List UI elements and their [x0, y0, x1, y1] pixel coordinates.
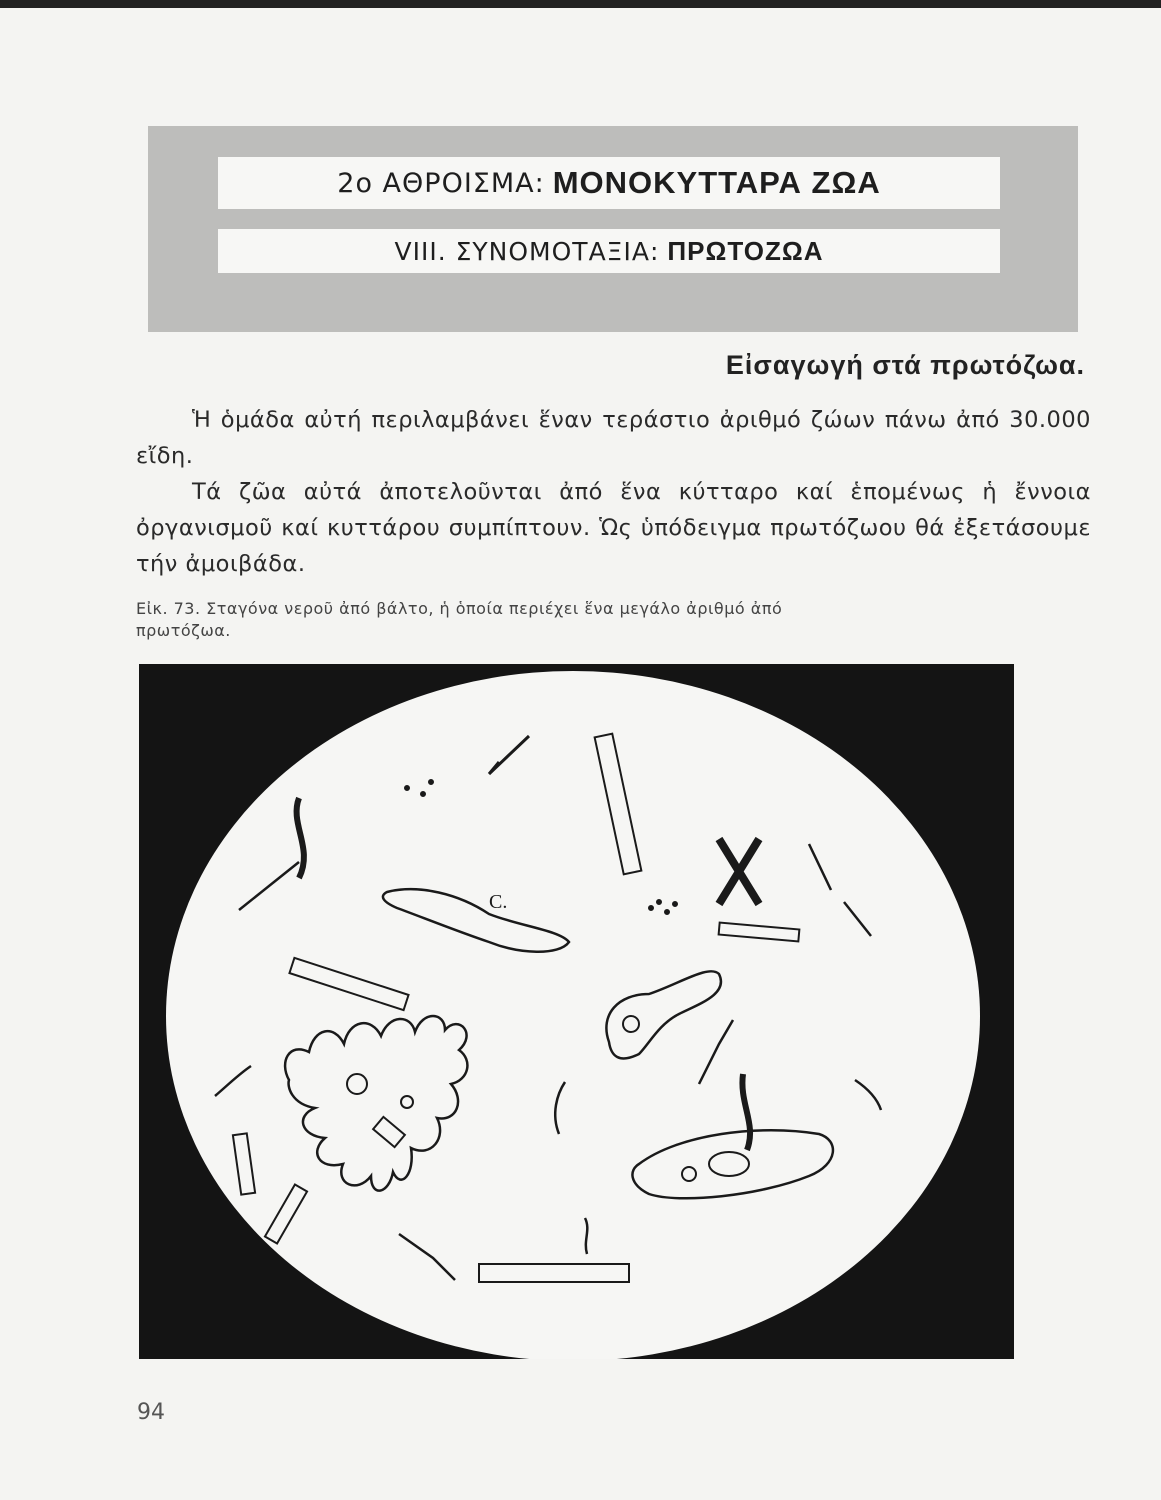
header-phylum-name: ΠΡΩΤΟΖΩΑ [667, 235, 824, 266]
paragraph: Τά ζῶα αὐτά ἀποτελοῦνται ἀπό ἕνα κύτταρο καί ἑπομένως ἡ ἔννοια ὀργανισμοῦ καί κυττάρου συμπίπτουν. Ὡς ὑπόδειγμα πρωτόζωου θά ἐξετάσουμε τήν ἀμοιβάδα. [136, 479, 1091, 577]
body-text [136, 402, 1091, 582]
header-group-name: ΜΟΝΟΚΥΤΤΑΡΑ ΖΩΑ [552, 165, 881, 200]
paragraph: Ἡ ὁμάδα αὐτή περιλαμβάνει ἕναν τεράστιο ἀριθμό ζώων πάνω ἀπό 30.000 εἴδη. [136, 407, 1091, 469]
header-group-prefix: 2ο ΑΘΡΟΙΣΜΑ: [337, 167, 545, 199]
header-phylum-title [218, 229, 1000, 273]
figure-label-c: C. [489, 891, 508, 913]
top-edge-rule [0, 0, 1161, 8]
figure-caption: Εἰκ. 73. Σταγόνα νεροῦ ἀπό βάλτο, ἡ ὁποία περιέχει ἕνα μεγάλο ἀριθμό ἀπό πρωτόζωα. [136, 599, 783, 640]
microscope-illustration [139, 664, 1014, 1359]
header-group-title [218, 157, 1000, 209]
section-title: Εἰσαγωγή στά πρωτόζωα. [725, 350, 1085, 380]
page-number: 94 [137, 1400, 165, 1425]
header-phylum-prefix: VIII. ΣΥΝΟΜΟΤΑΞΙΑ: [394, 236, 660, 266]
microscope-figure [139, 664, 1014, 1359]
